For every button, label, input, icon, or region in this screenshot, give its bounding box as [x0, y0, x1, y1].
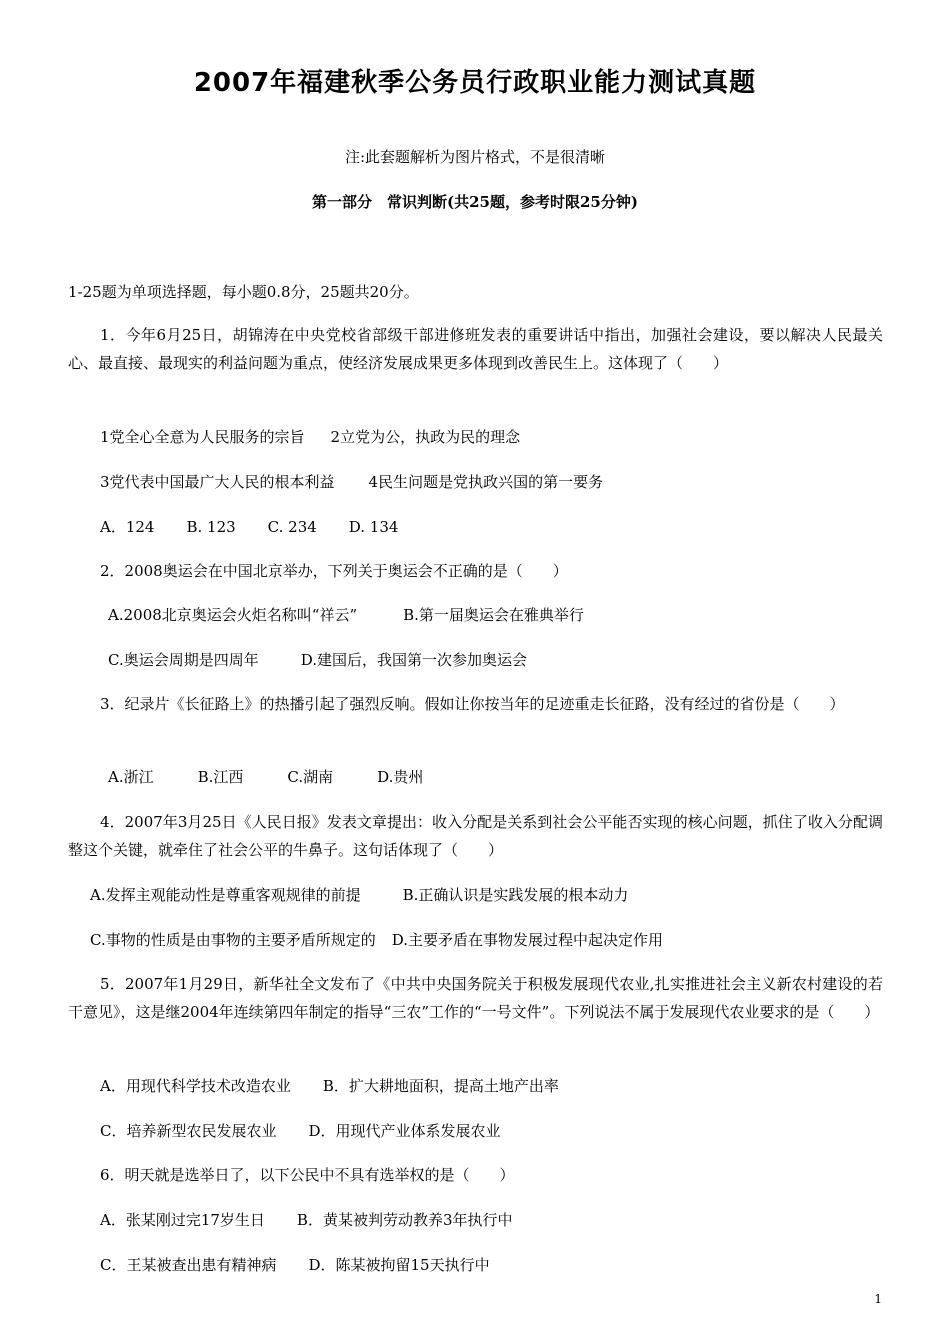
question-6-option-d: D．陈某被拘留15天执行中 — [308, 1256, 490, 1274]
question-6-option-c: C．王某被查出患有精神病 — [100, 1256, 277, 1274]
question-2-stem: 2．2008奥运会在中国北京举办，下列关于奥运会不正确的是（ ） — [100, 562, 568, 580]
question-1-option-d: D. 134 — [348, 518, 399, 536]
question-6-options-row-2 — [68, 1251, 883, 1279]
question-4-options-row-2 — [68, 926, 883, 954]
question-3-option-b: B.江西 — [197, 768, 244, 786]
question-3-options — [68, 763, 883, 791]
question-4-option-b: B.正确认识是实践发展的根本动力 — [402, 886, 629, 904]
question-5-options-row-2 — [68, 1117, 883, 1145]
question-2-option-a: A.2008北京奥运会火炬名称叫“祥云” — [108, 606, 358, 624]
question-1-statement-2: 2立党为公，执政为民的理念 — [330, 428, 521, 446]
question-3-option-d: D.贵州 — [377, 768, 424, 786]
question-3-option-c: C.湖南 — [287, 768, 334, 786]
question-5-option-c: C．培养新型农民发展农业 — [100, 1122, 277, 1140]
question-1-statements-row-2 — [68, 468, 883, 496]
question-1-stem: 1．今年6月25日，胡锦涛在中央党校省部级干部进修班发表的重要讲话中指出，加强社会建设，要以解决人民最关心、最直接、最现实的利益问题为重点，使经济发展成果更多体现到改善民生上。这体现了（ ） — [68, 326, 883, 372]
question-1-option-a: A．124 — [100, 518, 155, 536]
question-4-stem: 4．2007年3月25日《人民日报》发表文章提出：收入分配是关系到社会公平能否实现的核心问题，抓住了收入分配调整这个关键，就牵住了社会公平的牛鼻子。这句话体现了（ ） — [68, 813, 883, 859]
question-1-options — [68, 513, 883, 541]
question-6-option-b: B．黄某被判劳动教养3年执行中 — [296, 1211, 513, 1229]
intro-text: 1-25题为单项选择题，每小题0.8分，25题共20分。 — [68, 283, 419, 301]
page-title: 2007年福建秋季公务员行政职业能力测试真题 — [193, 68, 757, 98]
question-4-option-a: A.发挥主观能动性是尊重客观规律的前提 — [90, 886, 361, 904]
page-number: 1 — [874, 1292, 882, 1306]
question-1-statement-4: 4民生问题是党执政兴国的第一要务 — [368, 473, 604, 491]
question-1-option-c: C. 234 — [267, 518, 317, 536]
question-5-option-a: A．用现代科学技术改造农业 — [100, 1077, 291, 1095]
page-note: 注:此套题解析为图片格式，不是很清晰 — [344, 148, 606, 166]
question-5-option-b: B．扩大耕地面积，提高土地产出率 — [322, 1077, 559, 1095]
question-2-options-row-1 — [68, 601, 883, 629]
question-6-stem: 6．明天就是选举日了，以下公民中不具有选举权的是（ ） — [100, 1166, 515, 1184]
question-5-options-row-1 — [68, 1072, 883, 1100]
question-2-option-b: B.第一届奥运会在雅典举行 — [403, 606, 584, 624]
question-4-options-row-1 — [68, 881, 883, 909]
question-2-option-d: D.建国后，我国第一次参加奥运会 — [300, 651, 527, 669]
question-3-option-a: A.浙江 — [108, 768, 154, 786]
question-5-option-d: D．用现代产业体系发展农业 — [308, 1122, 501, 1140]
question-2-option-c: C.奥运会周期是四周年 — [108, 651, 259, 669]
question-2-options-row-2 — [68, 646, 883, 674]
question-1-statements-row-1 — [68, 423, 883, 451]
section-heading: 第一部分 常识判断(共25题，参考时限25分钟) — [312, 193, 638, 211]
question-1-option-b: B. 123 — [186, 518, 236, 536]
question-4-option-c: C.事物的性质是由事物的主要矛盾所规定的 — [90, 931, 376, 949]
question-6-options-row-1 — [68, 1206, 883, 1234]
question-1-statement-1: 1党全心全意为人民服务的宗旨 — [100, 428, 305, 446]
question-4-option-d: D.主要矛盾在事物发展过程中起决定作用 — [391, 931, 663, 949]
question-1-statement-3: 3党代表中国最广大人民的根本利益 — [100, 473, 335, 491]
question-6-option-a: A．张某刚过完17岁生日 — [100, 1211, 265, 1229]
question-3-stem: 3．纪录片《长征路上》的热播引起了强烈反响。假如让你按当年的足迹重走长征路，没有经过的省份是（ ） — [100, 695, 845, 713]
question-5-stem: 5．2007年1月29日，新华社全文发布了《中共中央国务院关于积极发展现代农业,扎实推进社会主义新农村建设的若干意见》，这是继2004年连续第四年制定的指导“三农”工作的“一号文件”。下列说法不属于发展现代农业要求的是（ ） — [68, 975, 883, 1021]
